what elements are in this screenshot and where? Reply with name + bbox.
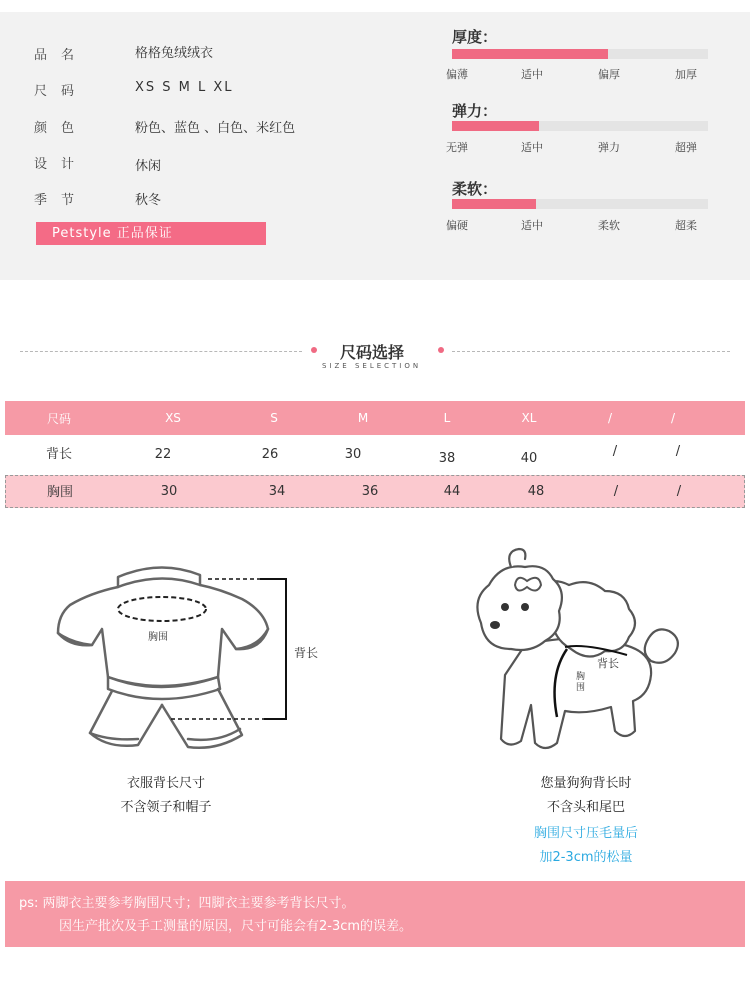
meter-softness-fill [452, 199, 536, 209]
header-cell-xs: XS [165, 411, 181, 425]
meter-thickness-fill [452, 49, 608, 59]
header-cell-m: M [357, 411, 369, 425]
caption-dog-blue-line2: 加2-3cm的松量 [539, 850, 633, 865]
heading-dot-right [438, 347, 444, 353]
cell-back-xs: 22 [154, 446, 172, 462]
header-cell-blank-1: / [607, 411, 613, 425]
cell-back-xl: 40 [520, 450, 538, 466]
size-table-header [5, 401, 745, 435]
cell-chest-l: 44 [443, 484, 461, 499]
spec-label-color: 颜色 [34, 121, 89, 136]
size-note-box [5, 881, 745, 947]
cell-chest-m: 36 [361, 484, 379, 499]
cell-chest-xl: 48 [527, 484, 545, 499]
chest-measure-ellipse [118, 597, 206, 621]
meter-elasticity-tick-3: 弹力 [598, 141, 620, 154]
cell-back-l: 38 [438, 450, 456, 466]
caption-clothing-line1: 衣服背长尺寸 [126, 776, 205, 791]
size-section-title: 尺码选择 [340, 343, 405, 362]
cell-chest-blank-1: / [613, 484, 619, 499]
meter-thickness-tick-3: 偏厚 [598, 68, 620, 81]
header-cell-xl: XL [521, 411, 537, 425]
cell-back-blank-1: / [612, 444, 618, 459]
brand-guarantee-banner: Petstyle 正品保证 [36, 222, 266, 245]
note-line-1: ps: 两脚衣主要参考胸围尺寸；四脚衣主要参考背长尺寸。 [19, 896, 355, 911]
meter-elasticity-tick-2: 适中 [521, 141, 543, 154]
meter-thickness-track [452, 49, 708, 59]
clothing-back-label: 背长 [294, 646, 319, 660]
header-cell-size: 尺码 [46, 411, 71, 426]
clothing-outline [58, 567, 268, 747]
heading-divider-right [452, 351, 730, 352]
spec-value-size: XS S M L XL [135, 80, 234, 95]
meter-elasticity-tick-1: 无弹 [446, 141, 468, 154]
meter-softness-tick-1: 偏硬 [446, 219, 468, 232]
spec-value-season: 秋冬 [135, 193, 162, 208]
cell-chest-blank-2: / [676, 484, 682, 499]
bow-icon [515, 578, 541, 591]
cell-back-blank-2: / [675, 444, 681, 459]
spec-label-name: 品名 [34, 48, 89, 63]
spec-label-size: 尺码 [34, 84, 89, 99]
clothing-chest-label: 胸围 [148, 632, 168, 643]
meter-elasticity-tick-4: 超弹 [675, 141, 697, 154]
meter-softness-tick-2: 适中 [521, 219, 543, 232]
table-row [5, 436, 745, 472]
spec-value-name: 格格兔绒绒衣 [135, 46, 214, 61]
meter-softness-track [452, 199, 708, 209]
header-cell-l: L [443, 411, 451, 425]
dog-chest-label: 胸围 [576, 672, 586, 693]
dog-back-label: 背长 [597, 657, 619, 670]
meter-thickness-tick-2: 适中 [521, 68, 543, 81]
dog-eye-left [501, 603, 509, 611]
cell-back-s: 26 [261, 446, 279, 462]
dog-measure-diagram [465, 545, 685, 760]
meter-elasticity-fill [452, 121, 539, 131]
back-length-bracket [260, 579, 286, 719]
meter-elasticity-track [452, 121, 708, 131]
meter-thickness-title: 厚度： [452, 28, 498, 46]
table-row [5, 475, 745, 508]
cell-back-m: 30 [344, 446, 362, 462]
cell-chest-s: 34 [268, 484, 286, 499]
meter-thickness-tick-1: 偏薄 [446, 68, 468, 81]
spec-label-season: 季节 [34, 193, 89, 208]
dog-outline [477, 549, 677, 748]
row-label-chest: 胸围 [46, 485, 73, 500]
meter-softness-title: 柔软： [452, 180, 498, 198]
dog-nose [490, 621, 500, 629]
spec-label-design: 设计 [34, 157, 89, 172]
meter-elasticity-title: 弹力： [452, 102, 498, 120]
caption-dog-blue-line1: 胸围尺寸压毛量后 [533, 826, 638, 841]
caption-dog-line2: 不含头和尾巴 [546, 800, 625, 815]
note-line-2: 因生产批次及手工测量的原因，尺寸可能会有2-3cm的误差。 [59, 919, 413, 934]
heading-divider-left [20, 351, 302, 352]
meter-softness-tick-3: 柔软 [598, 219, 620, 232]
caption-clothing-line2: 不含领子和帽子 [120, 800, 212, 815]
header-cell-s: S [270, 411, 278, 425]
caption-dog-line1: 您量狗狗背长时 [540, 776, 632, 791]
cell-chest-xs: 30 [160, 484, 178, 499]
dog-eye-right [521, 603, 529, 611]
row-label-back-length: 背长 [45, 447, 72, 462]
header-cell-blank-2: / [670, 411, 676, 425]
spec-value-color: 粉色、蓝色 、白色、米红色 [135, 121, 296, 136]
meter-softness-tick-4: 超柔 [675, 219, 697, 232]
size-section-subtitle: SIZE SELECTION [322, 362, 422, 370]
meter-thickness-tick-4: 加厚 [675, 68, 697, 81]
spec-value-design: 休闲 [135, 159, 162, 174]
heading-dot-left [311, 347, 317, 353]
